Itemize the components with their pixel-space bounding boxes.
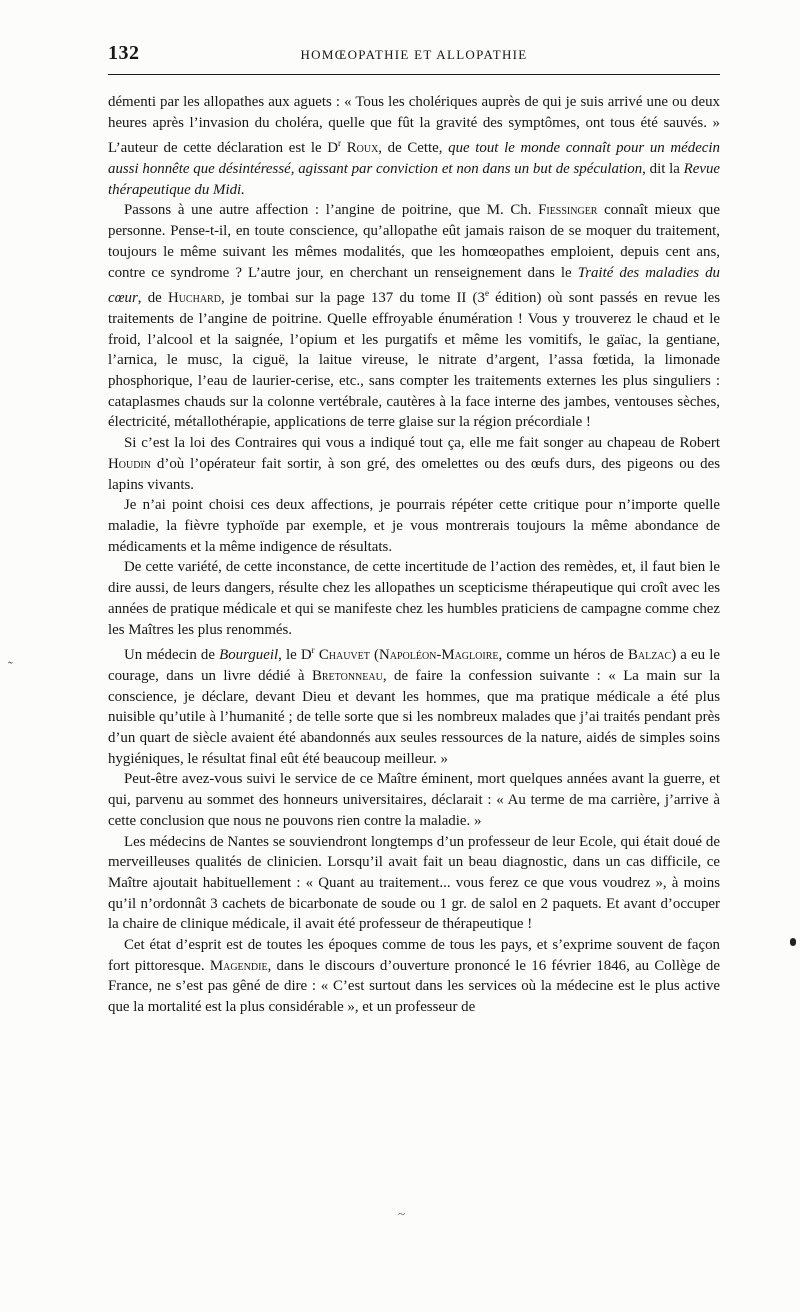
small-caps-name: Huchard bbox=[167, 290, 221, 307]
small-caps-name: Magendie bbox=[209, 957, 268, 974]
paragraph bbox=[108, 495, 720, 557]
superscript: e bbox=[484, 288, 489, 299]
page-number: 132 bbox=[108, 42, 140, 64]
text-run: Les médecins de Nantes se souviendront longtemps d’un professeur de leur Ecole, qui était doué de merveilleuses qualités de clinicien. Lorsqu’il avait fait un beau diagnostic, dans un cas difficile, ce Maître ajoutait habituellement : « Quant au traitement... vous ferez ce que vous voudrez », à moins qu’il n’ordonnât 3 cachets de bicarbonate de soude ou 1 gr. de salol en 2 paquets. Et avant d’occuper la chaire de clinique médicale, il avait été professeur de thérapeutique ! bbox=[108, 833, 720, 933]
paragraph bbox=[108, 200, 720, 433]
paragraph bbox=[108, 935, 720, 1018]
text-run: ) a eu le courage, dans un livre dédié à bbox=[108, 647, 720, 684]
text-run: , comme un héros de bbox=[498, 647, 628, 664]
text-run: , je tombai sur la page 137 du tome II (3 bbox=[220, 290, 485, 307]
small-caps-name: Roux bbox=[346, 140, 379, 157]
superscript: r bbox=[311, 645, 315, 656]
paragraph bbox=[108, 92, 720, 200]
text-run: , dit la bbox=[642, 161, 684, 178]
text-run: Cet état d’esprit est de toutes les époques comme de tous les pays, et s’exprime souvent de façon fort pittoresque. bbox=[108, 937, 720, 974]
text-run: De cette variété, de cette inconstance, de cette incertitude de l’action des remèdes, et, il faut bien le dire aussi, de leurs dangers, résulte chez les allopathes un scepticisme thérapeutique qui croît avec les années de pratique médicale et qui se manifeste chez les humbles praticiens de campagne comme chez les Maîtres les plus renommés. bbox=[108, 559, 720, 638]
paragraph bbox=[108, 769, 720, 831]
text-run: , de bbox=[137, 290, 168, 307]
text-run: d’où l’opérateur fait sortir, à son gré, des omelettes ou des œufs durs, des pigeons ou des lapins vivants. bbox=[108, 455, 720, 493]
small-caps-name: Chauvet bbox=[318, 647, 370, 664]
text-run: démenti par les allopathes aux aguets : « Tous les cholériques auprès de qui je suis arrivé une ou deux heures après l’invasion du choléra, quelle que fût la gravité des symptômes, ont tous été sauvés. » L’auteur de cette déclaration est le D bbox=[108, 94, 720, 157]
italic-text: Traité des maladies du cœur bbox=[108, 264, 721, 307]
small-caps-name: Fiessinger bbox=[538, 202, 598, 219]
small-caps-name: Napoléon-Magloire bbox=[378, 647, 499, 664]
text-run: Je n’ai point choisi ces deux affections, je pourrais répéter cette critique pour n’importe quelle maladie, la fièvre typhoïde par exemple, et je vous montrerais toujours la même abondance de médicaments et la même indigence de résultats. bbox=[108, 497, 720, 555]
paragraph bbox=[108, 640, 720, 769]
italic-text: Revue thérapeutique du Midi. bbox=[108, 161, 720, 198]
text-run: Passons à une autre affection : l’angine de poitrine, que M. Ch. bbox=[124, 202, 539, 219]
text-run: Un médecin de bbox=[124, 647, 220, 664]
small-caps-name: Bretonneau bbox=[311, 667, 383, 684]
superscript: r bbox=[338, 138, 342, 149]
paragraph bbox=[108, 557, 720, 640]
small-caps-name: Balzac bbox=[627, 647, 672, 664]
paragraph bbox=[108, 433, 720, 495]
small-caps-name: Houdin bbox=[108, 455, 151, 472]
text-run: Peut-être avez-vous suivi le service de ce Maître éminent, mort quelques années avant la guerre, et qui, parvenu au sommet des honneurs universitaires, déclarait : « Au terme de ma carrière, j’arrive à cette conclusion que nous ne pouvons rien contre la maladie. » bbox=[108, 771, 720, 829]
italic-text: Bourgueil bbox=[219, 647, 279, 664]
page-header bbox=[108, 40, 720, 68]
margin-mark-left: ˜ bbox=[8, 660, 13, 675]
text-run: , de faire la confession suivante : « La main sur la conscience, je déclare, devant Dieu et devant les hommes, que ma pratique médicale a été plus nuisible qu’utile à l’humanité ; de telle sorte que si les nombreux malades que j’ai traités pendant près d’un quart de siècle avaient été abandonnés aux seules ressources de la nature, aidés de simples soins hygiéniques, le résultat final eût été beaucoup meilleur. » bbox=[108, 667, 721, 767]
foot-mark: ~ bbox=[398, 1206, 406, 1221]
margin-mark-right bbox=[790, 938, 796, 946]
paragraph bbox=[108, 832, 720, 936]
header-rule bbox=[108, 74, 720, 75]
text-run: , dans le discours d’ouverture prononcé le 16 février 1846, au Collège de France, ne s’est pas gêné de dire : « C’est surtout dans les services où la médecine est le plus active que la mortalité est la plus considérable », et un professeur de bbox=[108, 957, 720, 1016]
text-run: Si c’est la loi des Contraires qui vous a indiqué tout ça, elle me fait songer au chapeau de Robert bbox=[124, 435, 720, 452]
text-run: , de Cette, bbox=[378, 140, 449, 157]
text-run: connaît mieux que personne. Pense-t-il, en toute conscience, qu’allopathe eût jamais raison de se moquer du traitement, toujours le même suivant les mêmes modalités, que les homœopathes emploient, depuis cent ans, contre ce syndrome ? L’autre jour, en cherchant un renseignement dans le bbox=[108, 202, 720, 281]
body-text bbox=[108, 92, 720, 1018]
text-run: ( bbox=[369, 647, 379, 664]
text-run: édition) où sont passés en revue les traitements de l’angine de poitrine. Quelle effroyable énumération ! Vous y trouverez le chaud et le froid, l’alcool et la saignée, l’opium et les purgatifs et même les vomitifs, le gaïac, la gentiane, l’arnica, le musc, la ciguë, la laitue vireuse, le nitrate d’argent, l’assa fœtida, la limonade phosphorique, l’eau de laurier-cerise, etc., sans compter les traitements externes les plus singuliers : cataplasmes chauds sur la colonne vertébrale, cautères à la face interne des jambes, ventouses sèches, électricité, métallothérapie, applications de terre glaise sur la région précordiale ! bbox=[108, 290, 720, 431]
text-run: , le D bbox=[278, 647, 312, 664]
running-title: HOMŒOPATHIE ET ALLOPATHIE bbox=[300, 47, 528, 62]
italic-text: que tout le monde connaît pour un médecin aussi honnête que désintéressé, agissant par conviction et non dans un but de spéculation bbox=[108, 140, 720, 178]
